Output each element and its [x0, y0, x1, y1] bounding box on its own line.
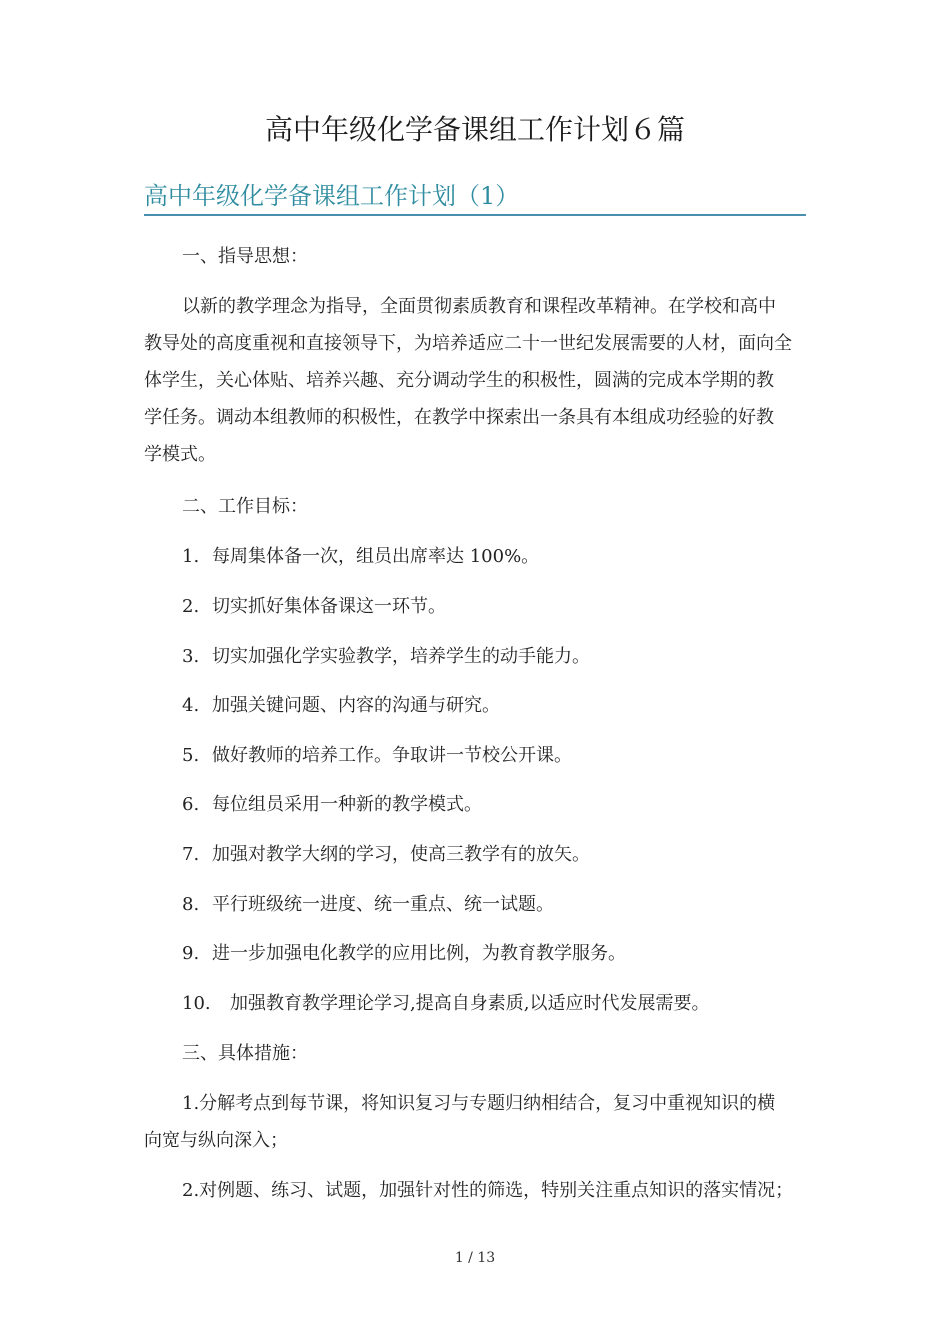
goal-number: 1. — [182, 546, 200, 567]
page-indicator: 1 / 13 — [454, 1250, 496, 1266]
goal-text: 切实加强化学实验教学，培养学生的动手能力。 — [212, 646, 590, 667]
goal-number: 6. — [182, 794, 200, 815]
goal-text: 每位组员采用一种新的教学模式。 — [212, 794, 482, 815]
goal-number: 4. — [182, 695, 200, 716]
measure-line: 向宽与纵向深入； — [144, 1130, 288, 1151]
goal-text: 加强教育教学理论学习,提高自身素质,以适应时代发展需要。 — [230, 993, 710, 1014]
goal-number: 5. — [182, 745, 200, 766]
goal-item — [182, 741, 806, 771]
goal-item — [182, 790, 806, 820]
goal-item — [182, 592, 806, 622]
goal-number: 9. — [182, 943, 200, 964]
goal-item — [182, 642, 806, 672]
measures-heading: 三、具体措施： — [182, 1043, 308, 1064]
guiding-line: 学模式。 — [144, 444, 216, 465]
goal-text: 加强对教学大纲的学习，使高三教学有的放矢。 — [212, 844, 590, 865]
guiding-line: 体学生，关心体贴、培养兴趣、充分调动学生的积极性，圆满的完成本学期的教 — [144, 370, 774, 391]
goal-item — [182, 691, 806, 721]
goal-item — [182, 542, 806, 572]
goal-text: 做好教师的培养工作。争取讲一节校公开课。 — [212, 745, 572, 766]
goals-heading: 二、工作目标： — [182, 496, 308, 517]
goal-item — [182, 890, 806, 920]
goal-text: 平行班级统一进度、统一重点、统一试题。 — [212, 894, 554, 915]
document-title: 高中年级化学备课组工作计划６篇 — [264, 113, 685, 146]
goal-number: 2. — [182, 596, 200, 617]
goal-item — [182, 989, 806, 1019]
guiding-line: 教导处的高度重视和直接领导下，为培养适应二十一世纪发展需要的人材，面向全 — [144, 333, 792, 354]
guiding-line: 学任务。调动本组教师的积极性，在教学中探索出一条具有本组成功经验的好教 — [144, 407, 774, 428]
goal-item — [182, 840, 806, 870]
goal-number: 8. — [182, 894, 200, 915]
goal-item — [182, 939, 806, 969]
goal-text: 切实抓好集体备课这一环节。 — [212, 596, 446, 617]
goal-number: 10. — [182, 993, 211, 1014]
goal-number: 3. — [182, 646, 200, 667]
goal-text: 进一步加强电化教学的应用比例，为教育教学服务。 — [212, 943, 626, 964]
goal-text: 每周集体备一次，组员出席率达 100%。 — [212, 546, 540, 567]
measure-line: 2.对例题、练习、试题，加强针对性的筛选，特别关注重点知识的落实情况； — [182, 1180, 794, 1201]
guiding-heading: 一、指导思想： — [182, 246, 308, 267]
goal-number: 7. — [182, 844, 200, 865]
measure-line: 1.分解考点到每节课，将知识复习与专题归纳相结合，复习中重视知识的横 — [182, 1093, 776, 1114]
goal-text: 加强关键问题、内容的沟通与研究。 — [212, 695, 500, 716]
section-heading: 高中年级化学备课组工作计划（1） — [144, 178, 806, 216]
guiding-line: 以新的教学理念为指导，全面贯彻素质教育和课程改革精神。在学校和高中 — [182, 296, 776, 317]
